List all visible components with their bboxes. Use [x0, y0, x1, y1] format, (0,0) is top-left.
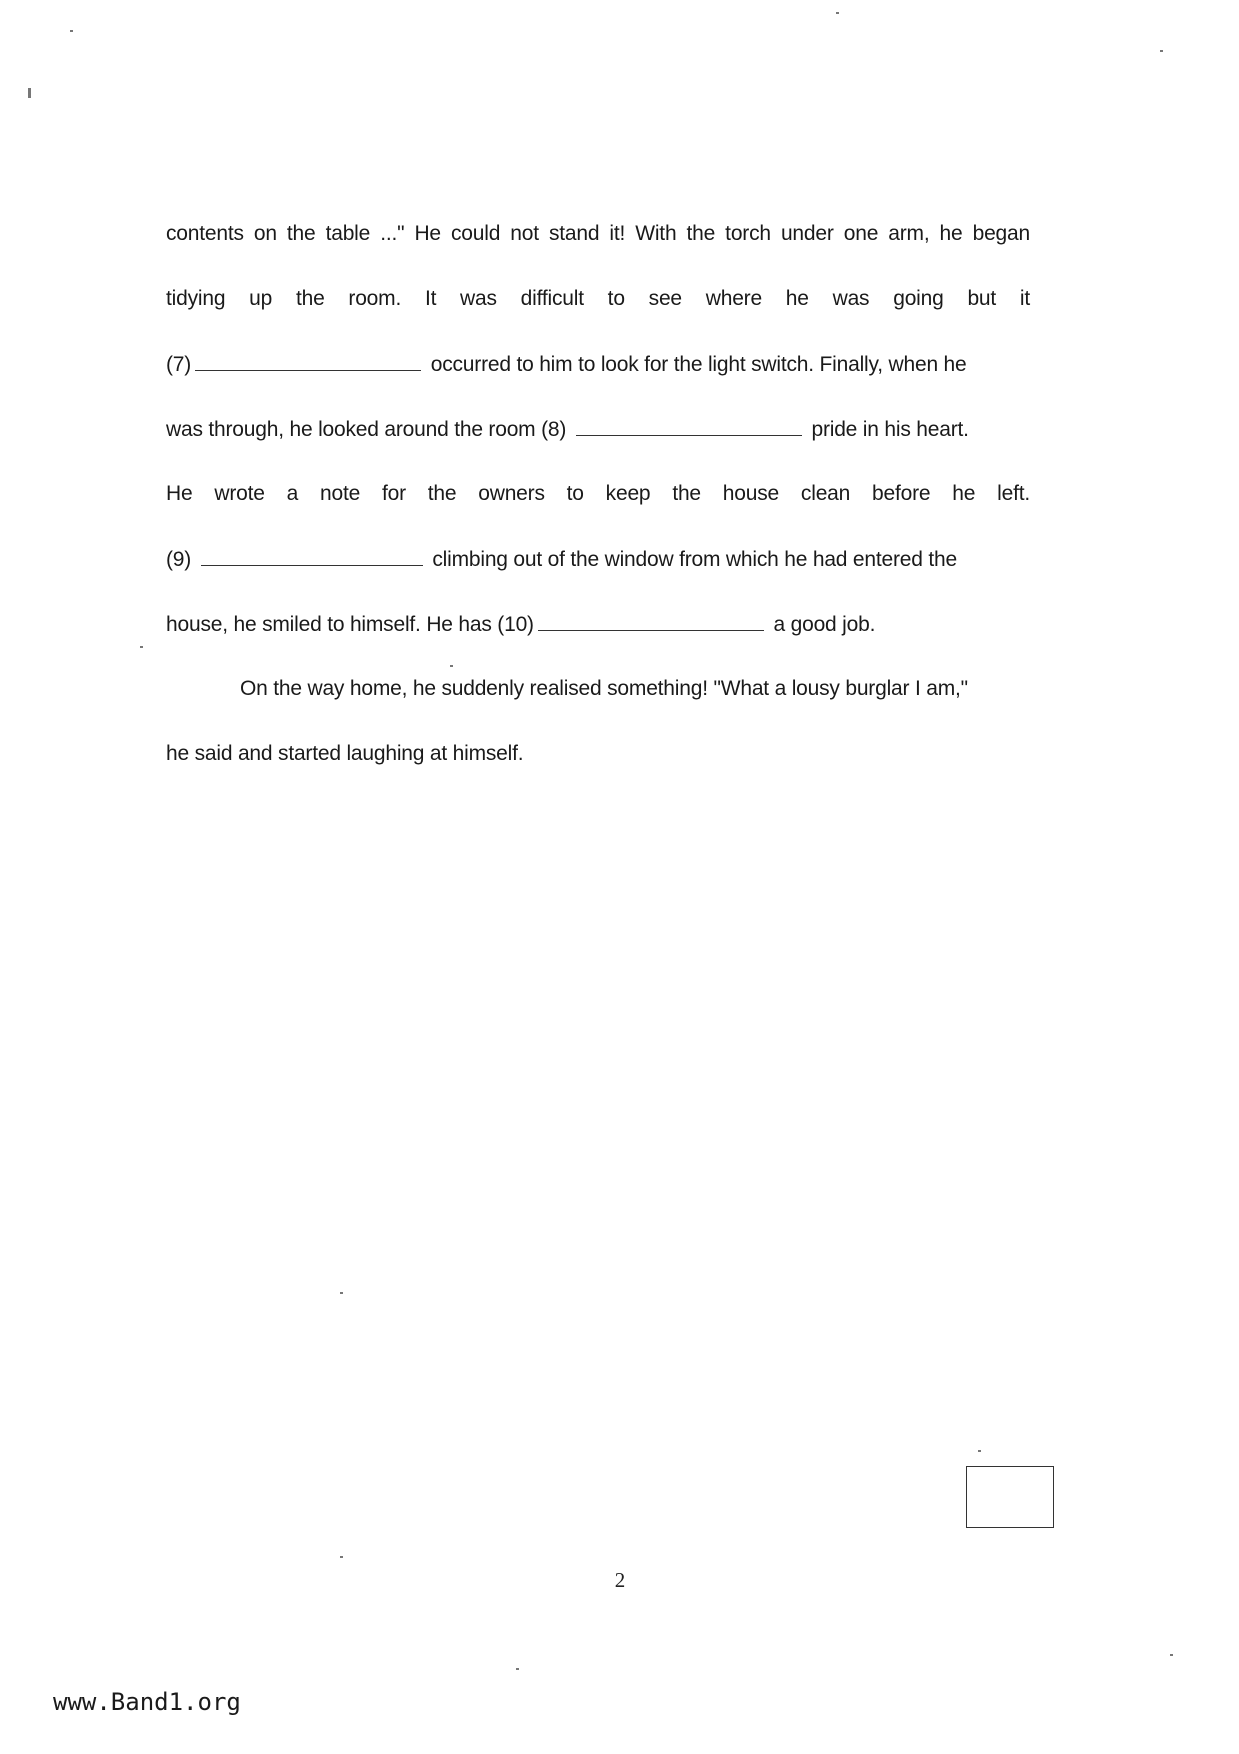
- answer-blank-7[interactable]: [195, 350, 421, 371]
- passage-line-5: [166, 480, 1030, 508]
- passage-text: a good job.: [773, 613, 876, 636]
- answer-blank-8[interactable]: [576, 415, 802, 436]
- scan-speck: [450, 665, 453, 667]
- scan-speck: [28, 88, 31, 98]
- passage-text: He wrote a note for the owners to keep the house clean before he left.: [166, 482, 1030, 505]
- passage-text: contents on the table ..." He could not stand it! With the torch under one arm, he began: [166, 222, 1030, 245]
- passage-line-6: [166, 545, 1030, 574]
- scan-speck: [978, 1450, 981, 1452]
- scan-speck: [1160, 50, 1163, 52]
- passage-line-2: [166, 285, 1030, 313]
- passage-line-8: [240, 675, 1030, 703]
- passage-text: pride in his heart.: [811, 418, 969, 441]
- scan-speck: [836, 12, 839, 14]
- scan-speck: [340, 1556, 343, 1558]
- passage-text: was through, he looked around the room (8): [166, 418, 567, 441]
- passage-text: On the way home, he suddenly realised something! "What a lousy burglar I am,": [240, 677, 968, 700]
- passage-line-3: [166, 350, 1030, 379]
- question-number-7: (7): [166, 353, 192, 376]
- passage-text: tidying up the room. It was difficult to see where he was going but it: [166, 287, 1030, 310]
- passage-line-4: [166, 415, 1030, 444]
- scan-speck: [140, 646, 143, 648]
- scan-speck: [1170, 1654, 1173, 1656]
- watermark-url: www.Band1.org: [53, 1688, 241, 1716]
- passage-line-7: [166, 610, 1030, 639]
- passage-line-9: [166, 740, 1030, 768]
- scan-speck: [340, 1292, 343, 1294]
- passage-line-1: [166, 220, 1030, 248]
- question-number-9: (9): [166, 548, 192, 571]
- score-box: [966, 1466, 1054, 1528]
- page-number: 2: [614, 1568, 626, 1592]
- passage-text: occurred to him to look for the light switch. Finally, when he: [430, 353, 967, 376]
- scan-speck: [516, 1668, 519, 1670]
- answer-blank-9[interactable]: [201, 545, 423, 566]
- answer-blank-10[interactable]: [538, 610, 764, 631]
- passage-text: house, he smiled to himself. He has (10): [166, 613, 534, 636]
- passage-text: climbing out of the window from which he had entered the: [432, 548, 957, 571]
- passage-text: he said and started laughing at himself.: [166, 742, 524, 765]
- scan-speck: [70, 30, 73, 32]
